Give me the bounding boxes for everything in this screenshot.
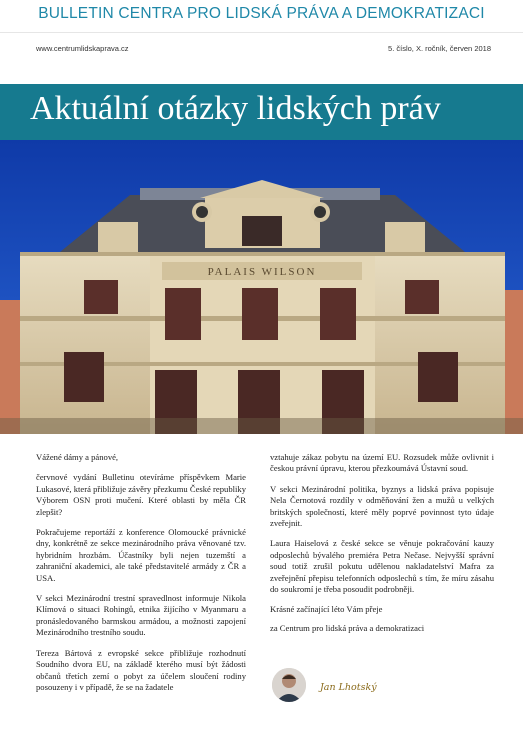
website-link[interactable]: www.centrumlidskaprava.cz	[36, 44, 129, 53]
article-column-right	[270, 452, 494, 643]
building-sign: PALAIS WILSON	[207, 266, 317, 278]
palais-wilson-image	[0, 140, 523, 434]
masthead-title: BULLETIN CENTRA PRO LIDSKÁ PRÁVA A DEMOKRATIZACI	[38, 5, 485, 22]
title-banner	[0, 84, 523, 140]
issue-info: 5. číslo, X. ročník, červen 2018	[388, 44, 491, 53]
closing-organization: za Centrum pro lidská práva a demokratizaci	[270, 622, 425, 633]
cover-photo	[0, 140, 523, 434]
paragraph: vztahuje zákaz pobytu na území EU. Rozsudek může ovlivnit i českou právní úpravu, kterou přezkoumává Ústavní soud.	[270, 452, 494, 474]
greeting: Vážené dámy a pánové,	[36, 452, 119, 462]
avatar	[272, 668, 306, 702]
masthead-divider	[0, 32, 523, 33]
paragraph: Tereza Bártová z evropské sekce přibližuje rozhodnutí Soudního dvora EU, na základě kterého musí být žádosti občanů třetích zemí o pobyt za účelem sloučení rodiny posouzeny i v případě, že se na žadatele	[36, 647, 246, 692]
paragraph: Laura Haiselová z české sekce se věnuje pokračování kauzy odposlechů bývalého premiéra Petra Nečase. Nejvyšší správní soud totiž zrušil pokutu udělenou nakladatelství Mafra za zveřejnění přepisu telefonních odposlechů s tím, že míru zásahu do soukromí je třeba posoudit podrobněji.	[270, 538, 494, 595]
masthead	[0, 0, 523, 32]
signature-block	[270, 668, 510, 708]
paragraph: V sekci Mezinárodní politika, byznys a lidská práva popisuje Nela Černotová rozdíly v odměňování žen a mužů u velkých britských společností, které měly poprvé povinnost tyto údaje zveřejnit.	[270, 483, 494, 529]
paragraph: Pokračujeme reportáží z konference Olomoucké právnické dny, konkrétně ze sekce mezinárodního práva věnované tzv. hybridním hrozbám. Účastníky byli nejen tuzemští a zahraniční akademici, ale také představitelé armády z ČR a USA.	[36, 527, 246, 583]
paragraph: V sekci Mezinárodní trestní spravedlnost informuje Nikola Klímová o situaci Rohingů, etnika žijícího v Myanmaru a pronásledovaného barmskou armádou, a možnosti zapojení Mezinárodního trestního soudu.	[36, 593, 246, 638]
closing-wish: Krásné začínající léto Vám přeje	[270, 604, 383, 615]
paragraph: červnové vydání Bulletinu otevíráme příspěvkem Marie Lukasové, která přibližuje závěry přezkumu České republiky Výborem OSN proti mučení. Které oblasti by měla ČR zlepšit?	[36, 472, 246, 517]
article-column-left	[36, 452, 246, 702]
signature-name: Jan Lhotský	[320, 682, 377, 693]
page-title: Aktuální otázky lidských práv	[30, 90, 441, 127]
